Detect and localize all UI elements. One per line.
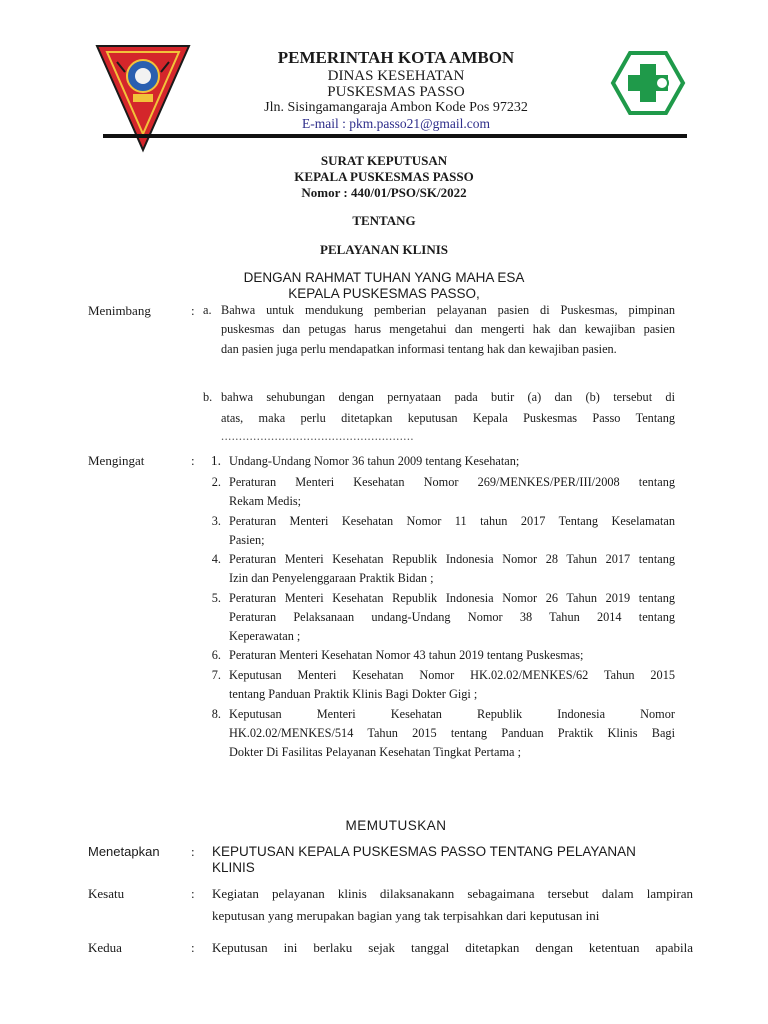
header-address: Jln. Sisingamangaraja Ambon Kode Pos 97232 bbox=[264, 100, 528, 115]
kedua-label: Kedua bbox=[88, 940, 122, 955]
mengingat-item-number: 1. bbox=[210, 453, 221, 468]
mengingat-item-number: 5. bbox=[211, 591, 221, 605]
mengingat-item-line: Dokter Di Fasilitas Pelayanan Kesehatan Tingkat Pertama ; bbox=[229, 745, 521, 759]
title-line2: KEPALA PUSKESMAS PASSO bbox=[294, 169, 474, 184]
mengingat-item-line: Keperawatan ; bbox=[229, 629, 301, 643]
header-email: E-mail : pkm.passo21@gmail.com bbox=[302, 116, 490, 131]
kesatu-label: Kesatu bbox=[88, 886, 125, 901]
menimbang-b-line: bahwa sehubungan dengan pernyataan pada butir (a) dan (b) tersebut di bbox=[221, 390, 675, 404]
puskesmas-cross-icon bbox=[610, 50, 686, 116]
menetapkan-line: KLINIS bbox=[212, 860, 255, 875]
mengingat-item-number: 7. bbox=[211, 668, 221, 682]
mengingat-item-line: Keputusan Menteri Kesehatan Republik Indonesia Nomor bbox=[229, 707, 675, 721]
right-logo bbox=[610, 50, 686, 116]
menimbang-a-line: Bahwa untuk mendukung pemberian pelayanan pasien di Puskesmas, pimpinan bbox=[221, 303, 675, 317]
title-number: Nomor : 440/01/PSO/SK/2022 bbox=[301, 185, 467, 200]
invocation-line1: DENGAN RAHMAT TUHAN YANG MAHA ESA bbox=[243, 270, 525, 285]
mengingat-item-line: Keputusan Menteri Kesehatan Nomor HK.02.02/MENKES/62 Tahun 2015 bbox=[229, 668, 675, 682]
mengingat-item-line: Izin dan Penyelenggaraan Praktik Bidan ; bbox=[229, 571, 434, 585]
mengingat-item-number: 6. bbox=[211, 648, 221, 662]
menetapkan-colon: : bbox=[191, 844, 195, 859]
invocation-line2: KEPALA PUSKESMAS PASSO, bbox=[288, 286, 480, 301]
mengingat-item-line: tentang Panduan Praktik Klinis Bagi Dokter Gigi ; bbox=[229, 687, 478, 701]
menimbang-a-marker: a. bbox=[203, 303, 212, 317]
kedua-line: Keputusan ini berlaku sejak tanggal ditetapkan dengan ketentuan apabila bbox=[212, 940, 693, 955]
menimbang-b-dots: ...................................................... bbox=[221, 429, 415, 443]
mengingat-item-line: Peraturan Menteri Kesehatan Republik Indonesia Nomor 28 Tahun 2017 tentang bbox=[229, 552, 675, 566]
kesatu-line: Kegiatan pelayanan klinis dilaksanakann sebagaimana tersebut dalam lampiran bbox=[212, 886, 693, 901]
menetapkan-label: Menetapkan bbox=[88, 844, 160, 859]
mengingat-item-line: Peraturan Menteri Kesehatan Republik Indonesia Nomor 26 Tahun 2019 tentang bbox=[229, 591, 675, 605]
kesatu-line: keputusan yang merupakan bagian yang tak terpisahkan dari keputusan ini bbox=[212, 908, 600, 923]
title-line1: SURAT KEPUTUSAN bbox=[320, 153, 448, 168]
mengingat-label: Mengingat bbox=[88, 453, 145, 468]
mengingat-colon: : bbox=[191, 453, 195, 468]
mengingat-item-line: Undang-Undang Nomor 36 tahun 2009 tentang Kesehatan; bbox=[229, 454, 520, 468]
mengingat-item-number: 8. bbox=[211, 707, 221, 721]
menimbang-a-line: dan pasien juga perlu mendapatkan informasi tentang hak dan kewajiban pasien. bbox=[221, 342, 617, 356]
menimbang-a-line: puskesmas dan petugas harus mengetahui dan mengerti hak dan kewajiban pasien bbox=[221, 322, 675, 336]
memutuskan-heading: MEMUTUSKAN bbox=[345, 818, 447, 833]
mengingat-item-line: Peraturan Menteri Kesehatan Nomor 11 tahun 2017 Tentang Keselamatan bbox=[229, 514, 675, 528]
title-subject: PELAYANAN KLINIS bbox=[320, 242, 448, 257]
menimbang-label: Menimbang bbox=[88, 303, 151, 318]
mengingat-item-line: Peraturan Menteri Kesehatan Nomor 43 tahun 2019 tentang Puskesmas; bbox=[229, 648, 584, 662]
header-line1: PEMERINTAH KOTA AMBON bbox=[277, 48, 515, 67]
header-line2: DINAS KESEHATAN bbox=[327, 68, 465, 84]
menimbang-b-line: atas, maka perlu ditetapkan keputusan Kepala Puskesmas Passo Tentang bbox=[221, 411, 675, 425]
header-line3: PUSKESMAS PASSO bbox=[327, 84, 465, 100]
header-divider bbox=[103, 134, 687, 138]
mengingat-item-number: 3. bbox=[211, 514, 221, 528]
menimbang-colon: : bbox=[191, 303, 195, 318]
kesatu-colon: : bbox=[191, 886, 195, 901]
menetapkan-line: KEPUTUSAN KEPALA PUSKESMAS PASSO TENTANG PELAYANAN bbox=[212, 844, 636, 859]
menimbang-b-marker: b. bbox=[203, 390, 213, 404]
title-tentang: TENTANG bbox=[352, 213, 416, 228]
mengingat-item-line: HK.02.02/MENKES/514 Tahun 2015 tentang Panduan Praktik Klinis Bagi bbox=[229, 726, 675, 740]
mengingat-item-number: 4. bbox=[211, 552, 221, 566]
mengingat-item-line: Peraturan Pelaksanaan undang-Undang Nomor 38 Tahun 2014 tentang bbox=[229, 610, 675, 624]
mengingat-item-number: 2. bbox=[211, 475, 221, 489]
mengingat-item-line: Peraturan Menteri Kesehatan Nomor 269/MENKES/PER/III/2008 tentang bbox=[229, 475, 675, 489]
kedua-colon: : bbox=[191, 940, 195, 955]
mengingat-item-line: Rekam Medis; bbox=[229, 494, 302, 508]
mengingat-item-line: Pasien; bbox=[229, 533, 265, 547]
